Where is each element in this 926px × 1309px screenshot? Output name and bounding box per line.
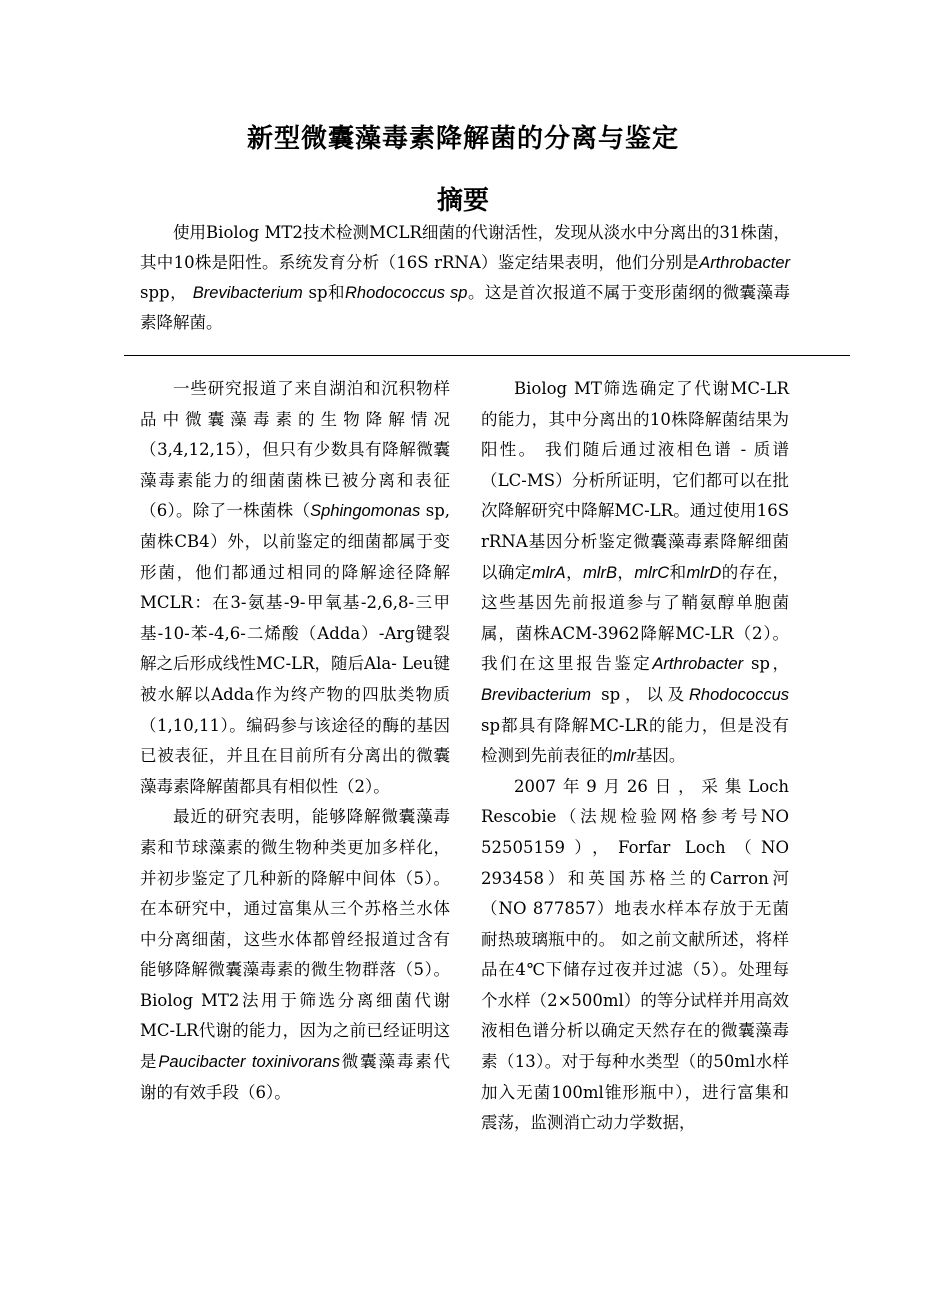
text-run: Biolog MT筛选确定了代谢MC-LR的能力，其中分离出的10株降解菌结果为阳性。 我们随后通过液相色谱 - 质谱（LC-MS）分析所证明，它们都可以在批次降解研究中降解MC-LR。通过使用16S rRNA基因分析鉴定微囊藻毒素降解细菌以确定 [481,379,789,582]
text-run: 和 [669,562,687,582]
italic-term: Arthrobacter [652,655,744,674]
text-run: 基因。 [635,746,686,766]
paper-title: 新型微囊藻毒素降解菌的分离与鉴定 [246,124,679,154]
italic-term: Brevibacterium [192,284,303,302]
text-run: spp， [140,283,193,302]
italic-term: mlrA [531,563,566,582]
text-run: sp， [743,654,790,674]
text-run: sp，以及 [591,684,690,704]
italic-term: mlr [613,747,636,766]
italic-term: mlrD [686,563,722,582]
text-run: sp,菌株CB4）外，以前鉴定的细菌都属于变形菌，他们都通过相同的降解途径降解MCLR：在3-氨基-9-甲氧基-2,6,8-三甲基-10-苯-4,6-二烯酸（Adda）-Arg键裂解之后形成线性MC-LR，随后Ala- Leu键被水解以Adda作为终产物的四肽类物质（1,10,11）。编码参与该途径的酶的基因已被表征，并且在目前所有分离出的微囊藻毒素降解菌都具有相似性（2）。 [140,501,450,796]
italic-term: Arthrobacter [699,254,790,272]
body-paragraph [481,772,789,1139]
text-run: 最近的研究表明，能够降解微囊藻毒素和节球藻素的微生物种类更加多样化，并初步鉴定了几种新的降解中间体（5）。在本研究中，通过富集从三个苏格兰水体中分离细菌，这些水体都曾经报道过含有能够降解微囊藻毒素的微生物群落（5）。Biolog MT2法用于筛选分离细菌代谢MC-LR代谢的能力，因为之前已经证明这是 [140,807,450,1072]
body-paragraph [481,374,789,772]
text-run: 2007年9月26日，采集Loch Rescobie（法规检验网格参考号NO 52505159），Forfar Loch（NO 293458）和英国苏格兰的Carron河（NO 877857）地表水样本存放于无菌耐热玻璃瓶中的。 如之前文献所述，将样品在4℃下储存过夜并过滤（5）。处理每个水样（2×500ml）的等分试样并用高效液相色谱分析以确定天然存在的微囊藻毒素（13）。对于每种水类型（的50ml水样加入无菌100ml锥形瓶中），进行富集和震荡，监测消亡动力学数据， [481,776,789,1133]
italic-term: Rhodococcus sp [345,284,468,302]
italic-term: Sphingomonas [310,502,421,521]
italic-term: Brevibacterium [481,685,592,704]
left-column [140,374,450,1108]
abstract-heading: 摘要 [436,186,489,216]
text-run: 微囊藻毒素代谢的有效手段（6）。 [140,1052,451,1102]
italic-term: mlrC [634,563,670,582]
text-run: ， [565,562,584,582]
text-run: 使用Biolog MT2技术检测MCLR细菌的代谢活性，发现从淡水中分离出的31株菌，其中10株是阳性。系统发育分析（16S rRNA）鉴定结果表明，他们分别是 [140,223,790,272]
italic-term: Rhodococcus [689,685,789,704]
right-column [481,374,789,1139]
abstract-paragraph [140,218,790,338]
text-run: sp都具有降解MC-LR的能力，但是没有检测到先前表征的 [481,715,789,766]
body-paragraph [140,374,450,802]
section-divider [124,355,850,356]
italic-term: mlrB [583,563,617,582]
text-run: ， [616,562,635,582]
text-run: sp和 [302,283,346,302]
text-run: 的存在，这些基因先前报道参与了鞘氨醇单胞菌属，菌株ACM-3962降解MC-LR（2）。我们在这里报告鉴定 [481,562,790,674]
text-run: 一些研究报道了来自湖泊和沉积物样品中微囊藻毒素的生物降解情况（3,4,12,15），但只有少数具有降解微囊藻毒素能力的细菌菌株已被分离和表征（6）。除了一株菌株（ [140,379,450,521]
body-paragraph [140,802,450,1108]
text-run: 。这是首次报道不属于变形菌纲的微囊藻毒素降解菌。 [140,283,790,332]
italic-term: Paucibacter toxinivorans [158,1053,340,1072]
